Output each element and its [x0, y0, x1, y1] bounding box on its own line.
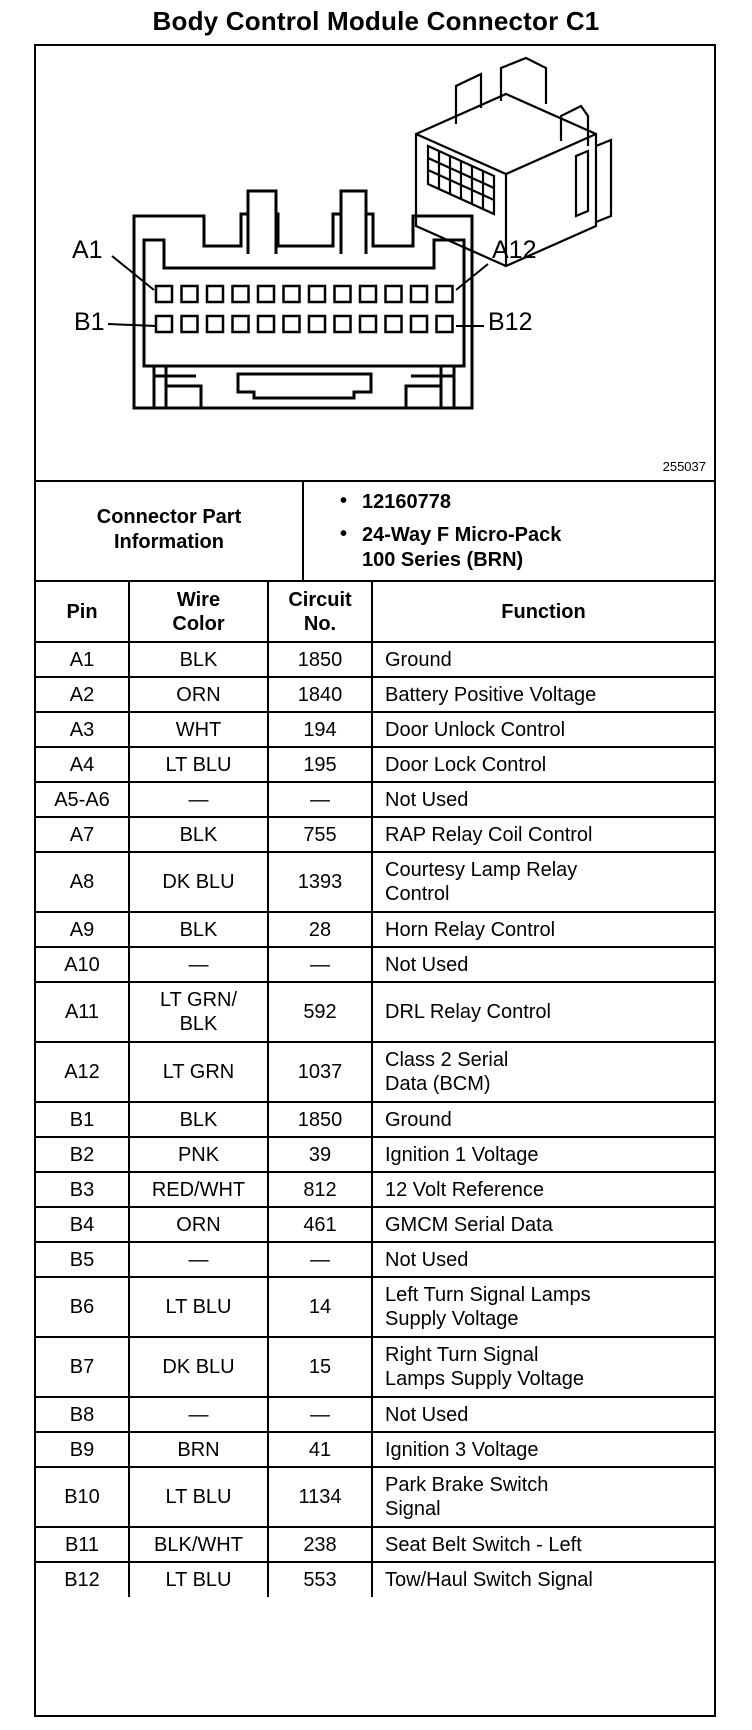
table-row	[36, 1242, 714, 1277]
pinout-header-row	[36, 582, 714, 642]
pin-cell: A7	[36, 817, 129, 852]
table-row	[36, 1527, 714, 1562]
table-row	[36, 1042, 714, 1102]
function-cell	[372, 1397, 714, 1432]
table-row	[36, 912, 714, 947]
wire-color-cell	[129, 1207, 268, 1242]
wire-color-line: BLK/WHT	[154, 1533, 243, 1556]
pin-cell: A3	[36, 712, 129, 747]
wire-color-line: LT GRN/	[159, 989, 238, 1011]
circuit-number-cell: 14	[268, 1277, 372, 1337]
function-line: Horn Relay Control	[385, 918, 556, 941]
function-cell	[372, 747, 714, 782]
pin-cavity-b11	[411, 316, 427, 332]
pin-cell: B12	[36, 1562, 129, 1597]
pin-cell: B1	[36, 1102, 129, 1137]
wire-color-cell	[129, 852, 268, 912]
circuit-number-cell: 195	[268, 747, 372, 782]
circuit-number-cell: 755	[268, 817, 372, 852]
pin-cell: B2	[36, 1137, 129, 1172]
pin-cavity-b5	[258, 316, 274, 332]
connector-info-details	[304, 480, 714, 580]
function-cell	[372, 1137, 714, 1172]
pin-cavity-a11	[411, 286, 427, 302]
function-line: Not Used	[385, 1248, 469, 1271]
circuit-number-cell: 1134	[268, 1467, 372, 1527]
wire-color-cell	[129, 982, 268, 1042]
function-line: Not Used	[385, 788, 469, 811]
function-cell	[372, 642, 714, 677]
table-row	[36, 747, 714, 782]
function-line: Right Turn Signal	[385, 1344, 539, 1366]
table-row	[36, 1102, 714, 1137]
circuit-number-cell: 553	[268, 1562, 372, 1597]
function-line: Ignition 3 Voltage	[385, 1438, 539, 1461]
pin-cavity-b9	[360, 316, 376, 332]
connector-description-line2: 100 Series (BRN)	[362, 549, 524, 571]
wire-color-line: WHT	[175, 718, 222, 741]
wire-color-cell	[129, 1432, 268, 1467]
pin-cell: A1	[36, 642, 129, 677]
connector-info-heading-line1: Connector Part	[96, 506, 242, 528]
pin-cavity-b2	[182, 316, 198, 332]
function-line: Courtesy Lamp Relay	[385, 859, 578, 881]
function-cell	[372, 712, 714, 747]
pin-cavity-a7	[309, 286, 325, 302]
wire-color-cell	[129, 642, 268, 677]
pin-cavity-a3	[207, 286, 223, 302]
wire-color-line: LT BLU	[165, 1569, 232, 1591]
header-pin: Pin	[36, 582, 129, 642]
table-row	[36, 817, 714, 852]
pin-cavity-a10	[386, 286, 402, 302]
function-cell	[372, 1207, 714, 1242]
circuit-number-cell: 461	[268, 1207, 372, 1242]
pin-cavity-b12	[437, 316, 453, 332]
table-row	[36, 947, 714, 982]
pin-cell: B7	[36, 1337, 129, 1397]
wire-color-line: ORN	[176, 683, 221, 706]
function-line: Lamps Supply Voltage	[385, 1368, 585, 1390]
table-row	[36, 642, 714, 677]
function-line: Door Unlock Control	[385, 718, 566, 741]
function-cell	[372, 677, 714, 712]
circuit-number-cell: 1840	[268, 677, 372, 712]
pin-a1-callout: A1	[72, 236, 103, 264]
wire-color-cell	[129, 912, 268, 947]
table-row	[36, 1137, 714, 1172]
pin-cavity-a12	[437, 286, 453, 302]
circuit-number-cell: 592	[268, 982, 372, 1042]
pin-a12-callout: A12	[492, 236, 537, 264]
drawing-number: 255037	[662, 459, 706, 474]
wire-color-cell	[129, 1242, 268, 1277]
table-row	[36, 852, 714, 912]
circuit-number-cell: —	[268, 782, 372, 817]
pin-cavity-a9	[360, 286, 376, 302]
function-cell	[372, 1337, 714, 1397]
pin-cavity-a5	[258, 286, 274, 302]
table-row	[36, 782, 714, 817]
pin-cell: A4	[36, 747, 129, 782]
connector-info-heading	[36, 480, 304, 580]
connector-drawing	[36, 46, 714, 480]
table-row	[36, 712, 714, 747]
wire-color-line: LT GRN	[162, 1061, 235, 1083]
wire-color-cell	[129, 947, 268, 982]
wire-color-line: BRN	[177, 1438, 220, 1461]
wire-color-line: —	[188, 1248, 209, 1271]
circuit-number-cell: 39	[268, 1137, 372, 1172]
wire-color-line: —	[188, 953, 209, 976]
table-row	[36, 677, 714, 712]
header-wire-color	[129, 582, 268, 642]
function-line: Park Brake Switch	[385, 1474, 549, 1496]
wire-color-line: BLK	[179, 648, 218, 671]
part-number: 12160778	[362, 491, 451, 513]
pin-cell: A9	[36, 912, 129, 947]
connector-sheet	[34, 44, 716, 1717]
pinout-table	[36, 582, 714, 1597]
function-cell	[372, 1562, 714, 1597]
table-row	[36, 1172, 714, 1207]
table-row	[36, 1432, 714, 1467]
wire-color-cell	[129, 1337, 268, 1397]
table-row	[36, 1207, 714, 1242]
header-wire-color-line2: Color	[172, 612, 225, 635]
pin-cavity-a2	[182, 286, 198, 302]
pin-cavity-a4	[233, 286, 249, 302]
function-cell	[372, 1102, 714, 1137]
header-wire-color-line1: Wire	[176, 588, 221, 611]
wire-color-cell	[129, 1102, 268, 1137]
connector-diagram	[36, 46, 714, 482]
function-line: Ignition 1 Voltage	[385, 1143, 539, 1166]
function-line: DRL Relay Control	[385, 1001, 551, 1023]
function-line: Door Lock Control	[385, 753, 547, 776]
function-line: Tow/Haul Switch Signal	[385, 1569, 593, 1591]
circuit-number-cell: 238	[268, 1527, 372, 1562]
bullet: •	[340, 523, 348, 545]
pin-cell: B3	[36, 1172, 129, 1207]
pin-cell: A12	[36, 1042, 129, 1102]
pin-cavity-a1	[156, 286, 172, 302]
pin-cell: A8	[36, 852, 129, 912]
wire-color-line: ORN	[176, 1213, 221, 1236]
pin-cavity-b6	[284, 316, 300, 332]
pin-cell: B9	[36, 1432, 129, 1467]
function-line: Seat Belt Switch - Left	[385, 1533, 582, 1556]
function-cell	[372, 1467, 714, 1527]
pin-cavity-grid	[156, 286, 453, 332]
table-row	[36, 1562, 714, 1597]
wire-color-line: DK BLU	[162, 871, 235, 893]
wire-color-line: DK BLU	[162, 1356, 235, 1378]
function-line: Class 2 Serial	[385, 1049, 509, 1071]
pin-cavity-a6	[284, 286, 300, 302]
function-line: Control	[385, 883, 450, 905]
function-line: Not Used	[385, 1403, 469, 1426]
pin-cell: B4	[36, 1207, 129, 1242]
wire-color-cell	[129, 817, 268, 852]
wire-color-cell	[129, 782, 268, 817]
table-row	[36, 1337, 714, 1397]
circuit-number-cell: 28	[268, 912, 372, 947]
circuit-number-cell: 41	[268, 1432, 372, 1467]
connector-info-heading-line2: Information	[114, 531, 224, 553]
function-line: RAP Relay Coil Control	[385, 823, 593, 846]
circuit-number-cell: 1850	[268, 1102, 372, 1137]
pin-cavity-b1	[156, 316, 172, 332]
table-row	[36, 1277, 714, 1337]
connector-face-view	[134, 191, 472, 408]
function-line: Data (BCM)	[385, 1073, 491, 1095]
header-circuit-line1: Circuit	[288, 588, 352, 611]
wire-color-cell	[129, 1562, 268, 1597]
function-cell	[372, 1527, 714, 1562]
wire-color-line: —	[188, 788, 209, 811]
table-row	[36, 982, 714, 1042]
header-circuit-line2: No.	[303, 612, 337, 635]
circuit-number-cell: —	[268, 947, 372, 982]
wire-color-cell	[129, 1527, 268, 1562]
wire-color-cell	[129, 1137, 268, 1172]
pin-b12-callout: B12	[488, 308, 533, 336]
pin-cavity-b8	[335, 316, 351, 332]
wire-color-line: BLK	[179, 1013, 218, 1035]
connector-description-line1: 24-Way F Micro-Pack	[362, 524, 562, 546]
pin-cavity-b7	[309, 316, 325, 332]
function-line: Battery Positive Voltage	[385, 683, 597, 706]
function-line: GMCM Serial Data	[385, 1213, 553, 1236]
function-cell	[372, 982, 714, 1042]
wire-color-cell	[129, 1042, 268, 1102]
pin-cell: A2	[36, 677, 129, 712]
circuit-number-cell: —	[268, 1397, 372, 1432]
wire-color-cell	[129, 712, 268, 747]
function-line: Left Turn Signal Lamps	[385, 1284, 591, 1306]
bullet: •	[340, 490, 348, 512]
pin-cavity-a8	[335, 286, 351, 302]
wire-color-line: LT BLU	[165, 753, 232, 776]
wire-color-line: BLK	[179, 918, 218, 941]
wire-color-cell	[129, 747, 268, 782]
function-line: Signal	[385, 1498, 441, 1520]
pinout-table-body	[36, 642, 714, 1597]
wire-color-line: BLK	[179, 1108, 218, 1131]
wire-color-line: RED/WHT	[151, 1178, 246, 1201]
function-line: Supply Voltage	[385, 1308, 519, 1330]
function-line: Ground	[385, 648, 452, 671]
header-function: Function	[372, 582, 714, 642]
function-cell	[372, 852, 714, 912]
wire-color-cell	[129, 1172, 268, 1207]
function-line: 12 Volt Reference	[385, 1178, 544, 1201]
function-cell	[372, 1432, 714, 1467]
function-cell	[372, 1277, 714, 1337]
circuit-number-cell: —	[268, 1242, 372, 1277]
wire-color-cell	[129, 1467, 268, 1527]
function-cell	[372, 817, 714, 852]
table-row	[36, 1397, 714, 1432]
pin-cavity-b3	[207, 316, 223, 332]
wire-color-line: BLK	[179, 823, 218, 846]
pin-cell: B8	[36, 1397, 129, 1432]
connector-part-information	[36, 480, 714, 582]
circuit-number-cell: 1037	[268, 1042, 372, 1102]
header-circuit-no	[268, 582, 372, 642]
pin-cell: A11	[36, 982, 129, 1042]
circuit-number-cell: 15	[268, 1337, 372, 1397]
function-line: Ground	[385, 1108, 452, 1131]
function-cell	[372, 947, 714, 982]
table-row	[36, 1467, 714, 1527]
function-cell	[372, 782, 714, 817]
circuit-number-cell: 194	[268, 712, 372, 747]
wire-color-line: —	[188, 1403, 209, 1426]
wire-color-line: LT BLU	[165, 1486, 232, 1508]
function-cell	[372, 1042, 714, 1102]
pin-cavity-b10	[386, 316, 402, 332]
pin-cell: B5	[36, 1242, 129, 1277]
pin-cell: A5-A6	[36, 782, 129, 817]
wire-color-line: PNK	[177, 1143, 220, 1166]
pin-cell: A10	[36, 947, 129, 982]
function-cell	[372, 1242, 714, 1277]
circuit-number-cell: 1393	[268, 852, 372, 912]
wire-color-cell	[129, 1397, 268, 1432]
function-cell	[372, 912, 714, 947]
page-title: Body Control Module Connector C1	[152, 6, 600, 36]
function-line: Not Used	[385, 953, 469, 976]
pin-cell: B11	[36, 1527, 129, 1562]
pin-cavity-b4	[233, 316, 249, 332]
wire-color-cell	[129, 1277, 268, 1337]
pin-b1-callout: B1	[74, 308, 105, 336]
connector-isometric-view	[416, 58, 611, 266]
function-cell	[372, 1172, 714, 1207]
wire-color-line: LT BLU	[165, 1296, 232, 1318]
circuit-number-cell: 1850	[268, 642, 372, 677]
pin-cell: B10	[36, 1467, 129, 1527]
pin-cell: B6	[36, 1277, 129, 1337]
wire-color-cell	[129, 677, 268, 712]
circuit-number-cell: 812	[268, 1172, 372, 1207]
